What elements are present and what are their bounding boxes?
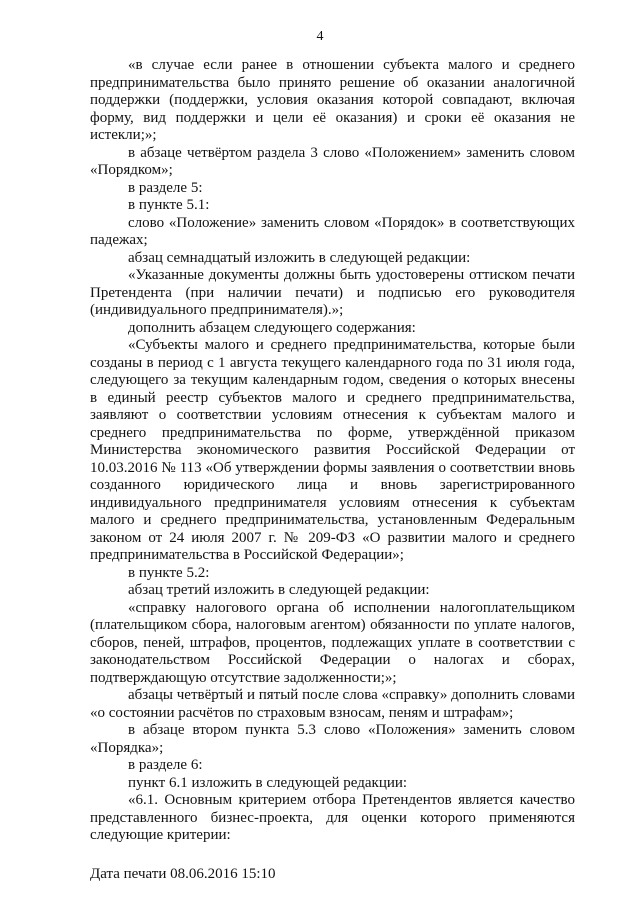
paragraph: «в случае если ранее в отношении субъекта малого и среднего предпринимательства было принято решение об оказании аналогичной поддержки (поддержки, условия оказания которой совпадают, включая форму, вид поддержки и цели её оказания) и сроки её оказания не истекли;»; [90,57,575,143]
paragraph: в абзаце четвёртом раздела 3 слово «Положением» заменить словом «Порядком»; [90,144,575,178]
paragraph: «6.1. Основным критерием отбора Претендентов является качество представленного бизнес-проекта, для оценки которого применяются следующие критерии: [90,792,575,843]
paragraph: в абзаце втором пункта 5.3 слово «Положения» заменить словом «Порядка»; [90,722,575,756]
print-date-footer: Дата печати 08.06.2016 15:10 [90,866,276,882]
paragraph: «Указанные документы должны быть удостоверены оттиском печати Претендента (при наличии печати) и подписью его руководителя (индивидуального предпринимателя).»; [90,267,575,318]
paragraph: в пункте 5.1: [128,197,210,213]
paragraph: в разделе 5: [128,179,203,196]
document-body [90,57,575,845]
paragraph: абзац третий изложить в следующей редакции: [128,582,430,598]
paragraph: абзац семнадцатый изложить в следующей редакции: [128,249,471,266]
paragraph: «Субъекты малого и среднего предпринимательства, которые были созданы в период с 1 августа текущего календарного года по 31 июля года, следующего за текущим календарным годом, сведения о которых внесены в единый реестр субъектов малого и среднего предпринимательства, заявляют о соответствии условиям отнесения к субъектам малого и среднего предпринимательства по форме, утверждённой приказом Министерства экономического развития Российской Федерации от 10.03.2016 № 113 «Об утверждении формы заявления о соответствии вновь созданного юридического лица и вновь зарегистрированного индивидуального предпринимателя условиям отнесения к субъектам малого и среднего предпринимательства, установленным Федеральным законом от 24 июля 2007 г. № 209-ФЗ «О развитии малого и среднего предпринимательства в Российской Федерации»; [90,337,575,563]
paragraph: в пункте 5.2: [128,564,210,581]
paragraph: в разделе 6: [128,757,203,773]
paragraph: пункт 6.1 изложить в следующей редакции: [128,774,408,791]
page-number: 4 [316,29,324,44]
paragraph: слово «Положение» заменить словом «Порядок» в соответствующих падежах; [90,214,575,248]
paragraph: абзацы четвёртый и пятый после слова «справку» дополнить словами «о состоянии расчётов по страховым взносам, пеням и штрафам»; [90,687,575,721]
paragraph: дополнить абзацем следующего содержания: [128,319,416,336]
paragraph: «справку налогового органа об исполнении налогоплательщиком (плательщиком сбора, налоговым агентом) обязанности по уплате налогов, сборов, пеней, штрафов, процентов, подлежащих уплате в соответствии с законодательством Российской Федерации о налогах и сборах, подтверждающую отсутствие задолженности;»; [90,599,575,686]
